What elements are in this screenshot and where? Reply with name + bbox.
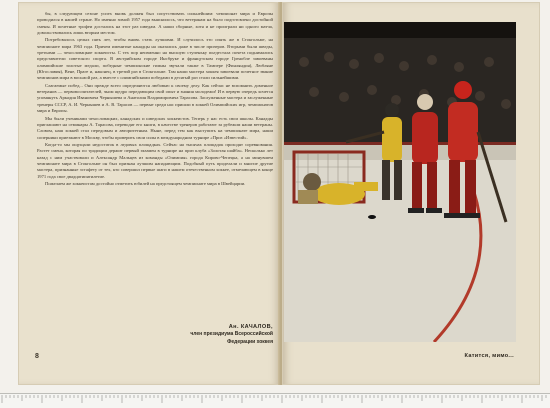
measuring-ruler <box>0 393 550 408</box>
author-role-line-2: Федерации хоккея <box>227 338 273 345</box>
page-number: 8 <box>35 353 39 360</box>
paragraph-6: Пожелаем же хоккеистам достойно отметить юбилей на предстоящем чемпионате мира в Швейцарии. <box>45 180 246 186</box>
hockey-scene-illustration <box>284 22 516 342</box>
author-name: Ан. КАЧАЛОВ, <box>228 324 273 330</box>
photo-caption: Катится, мимо... <box>464 353 514 359</box>
paragraph-4: Мы были учениками чехословацких, канадских и шведских хоккеистов. Теперь у нас есть свои школы. Канадцы приглашают на семинары А. Тарасова, переводят его книги, в качестве тренеров работают за рубежом наши ветераны. Словом, наш хоккей стал передовым и авторитетным. Ныне, перед тем как выступить на чемпионате мира, наши соперники приезжают в Москву, чтобы проверить свои силы в международном турнире «Приз «Известий». <box>37 115 273 140</box>
author-signature <box>129 324 273 345</box>
ruler-ticks <box>0 394 550 408</box>
paragraph-5: Когда-то мы ощущали недостаток в ледовых площадках. Сейчас на тысячах площадок проходят соревнования. Растет смена, которая по традиции держит первый экзамен в турнире на приз клуба «Золотая шайба». Несколько лет назад с ним участвовали и Александр Мальцев из команды «Олимпия» города Кирово-Чепецка, а на минувшем чемпионате мира в Стокгольме он был признан лучшим нападающим. Подобный путь проделали и многие другие мастера, признанные эстафету от тех, кто совершил первые шаги в нашем отечественном хоккее, отмечающем в конце 1971 года свое двадцатипятилетие. <box>37 141 273 179</box>
article-text <box>37 11 273 321</box>
paragraph-3: Слагаемые побед... Они прежде всего определяются любовью к своему делу. Как сейчас не вспомнить доменное ветеранов — первовоспитателей, чьим щедро передающим свой опыт и знания молодежи! И в первую очередь хочется упомянуть Аркадия Ивановича Чернышева и Анатолия Владимировича Тарасова. Заслуженные мастера и заслуженные тренеры СССР, А. И. Чернышев и А. В. Тарасов — первые среди нас пришли в хоккей Олимпийских игр, чемпионатов мира и Европы. <box>37 82 273 114</box>
author-role-line-1: член президиума Всероссийской <box>190 331 273 337</box>
paragraph-2: Потребовалось целых пять лет, чтобы вновь стать лучшими. И случилось это опять же в Стокгольме, на чемпионате мира 1963 года. Причем именитые канадцы на оказались даже в числе призеров. Вторыми были шведы, третьими — чехословацкие хоккеисты. С тех пор неизменно на высшую ступеньку пьедестала почета поднимались представители советского спорта. В австрийском городе Инсбруке и французском городе Гренобле завоеваны олимпийские золотые медали, победные чемпионские гимны звучали также в Тампере (Финляндия), Любляне (Югославия), Вене, Праге и, наконец, в третий раз в Стокгольме. Там наши мастера хоккея завоевали почетное звание чемпионов мира в восьмой раз, а вместе с олимпийскими победами в десятый раз стали сильнейшими. <box>37 37 273 81</box>
left-page <box>18 2 280 385</box>
paragraph-1: бы, в следующем сезоне успех вновь должен был сопутствовать сильнейшим: чемпионат мира и Европы проводился в нашей стране. Но именно зимой 1957 года выяснилось, что ветеранам на было подготовлено достойной смены. И почетные трофеи достались на этот раз шведам. А наши сборные, хотя и не проиграли ни одного матча, довольствовались лишь вторым местом. <box>37 11 273 36</box>
hockey-photo <box>284 22 516 342</box>
